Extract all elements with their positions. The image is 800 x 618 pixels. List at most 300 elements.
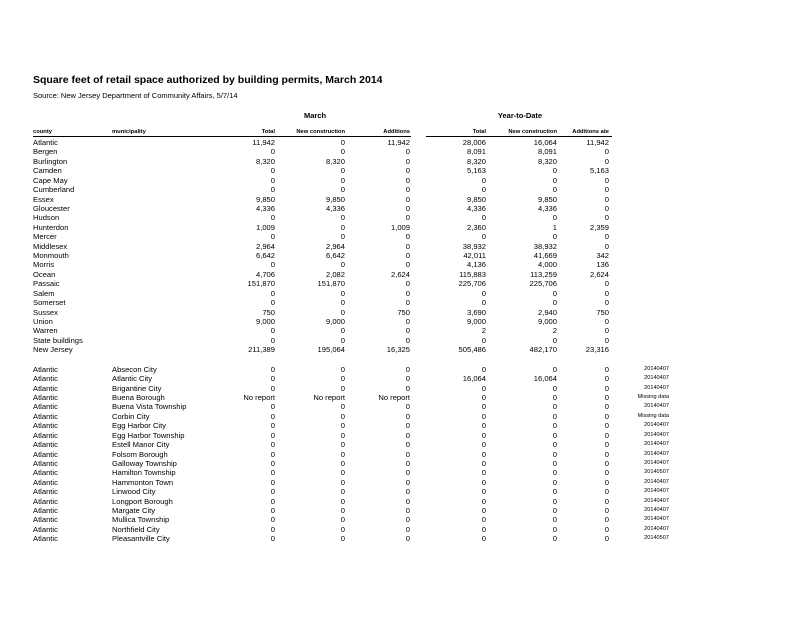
ytd-total-cell: 0 xyxy=(481,298,486,308)
county-row xyxy=(0,176,800,185)
march-additions-cell: 0 xyxy=(405,383,410,393)
ytd-new-cell: 0 xyxy=(552,496,557,506)
report-source: Source: New Jersey Department of Community Affairs, 5/7/14 xyxy=(33,91,238,100)
ytd-new-cell: 0 xyxy=(552,166,557,176)
ytd-additions-cell: 750 xyxy=(596,307,609,317)
march-new-cell: 0 xyxy=(340,487,345,497)
county-cell: Atlantic xyxy=(33,496,58,506)
ytd-total-cell: 115,883 xyxy=(459,269,486,279)
col-header-march-total: Total xyxy=(261,129,275,135)
report-date-cell: 20140407 xyxy=(644,516,669,523)
report-date-cell: Missing data xyxy=(637,393,669,400)
ytd-new-cell: 38,932 xyxy=(533,241,557,251)
ytd-new-cell: 16,064 xyxy=(533,374,557,384)
march-additions-cell: 0 xyxy=(405,477,410,487)
march-additions-cell: 0 xyxy=(405,213,410,223)
ytd-total-cell: 0 xyxy=(481,213,486,223)
ytd-total-cell: 0 xyxy=(481,175,486,185)
ytd-total-cell: 8,091 xyxy=(466,147,486,157)
march-additions-cell: 0 xyxy=(405,515,410,525)
municipality-row xyxy=(0,421,800,430)
county-row xyxy=(0,279,800,288)
county-cell: Cape May xyxy=(33,175,68,185)
march-new-cell: 9,000 xyxy=(325,317,345,327)
march-total-cell: 0 xyxy=(270,298,275,308)
ytd-new-cell: 16,064 xyxy=(533,138,557,147)
march-new-cell: 0 xyxy=(340,477,345,487)
report-date-cell: 20140407 xyxy=(644,507,669,514)
ytd-total-cell: 225,706 xyxy=(458,279,486,289)
ytd-additions-cell: 2,624 xyxy=(589,269,609,279)
county-row xyxy=(0,138,800,147)
march-total-cell: No report xyxy=(243,392,275,402)
ytd-total-cell: 0 xyxy=(481,383,486,393)
report-date-cell: 20140407 xyxy=(644,450,669,457)
ytd-total-cell: 28,006 xyxy=(462,138,486,147)
county-cell: Atlantic xyxy=(33,402,58,412)
municipality-row xyxy=(0,393,800,402)
county-cell: Gloucester xyxy=(33,203,70,213)
march-additions-cell: 0 xyxy=(405,185,410,195)
march-additions-cell: 0 xyxy=(405,326,410,336)
col-header-ytd-total: Total xyxy=(472,129,486,135)
ytd-new-cell: 482,170 xyxy=(529,345,557,355)
county-cell: Warren xyxy=(33,326,58,336)
march-additions-cell: 0 xyxy=(405,534,410,544)
ytd-new-cell: 0 xyxy=(552,506,557,516)
ytd-new-cell: 0 xyxy=(552,392,557,402)
county-row xyxy=(0,308,800,317)
table-spacer xyxy=(0,355,800,365)
march-total-cell: 0 xyxy=(270,421,275,431)
county-cell: Atlantic xyxy=(33,392,58,402)
header-rule-march xyxy=(33,136,411,137)
march-total-cell: 0 xyxy=(270,534,275,544)
ytd-additions-cell: 0 xyxy=(604,411,609,421)
header-rule-ytd xyxy=(426,136,612,137)
ytd-total-cell: 505,486 xyxy=(458,345,486,355)
march-new-cell: 9,850 xyxy=(325,194,345,204)
county-cell: Atlantic xyxy=(33,468,58,478)
march-new-cell: 0 xyxy=(340,166,345,176)
county-cell: Atlantic xyxy=(33,515,58,525)
march-additions-cell: 0 xyxy=(405,147,410,157)
ytd-total-cell: 8,320 xyxy=(466,156,486,166)
county-row xyxy=(0,157,800,166)
ytd-new-cell: 0 xyxy=(552,411,557,421)
ytd-total-cell: 0 xyxy=(481,232,486,242)
county-cell: Burlington xyxy=(33,156,68,166)
ytd-additions-cell: 0 xyxy=(604,213,609,223)
march-total-cell: 4,336 xyxy=(255,203,275,213)
ytd-total-cell: 0 xyxy=(481,534,486,544)
ytd-additions-cell: 0 xyxy=(604,449,609,459)
report-date-cell: 20140407 xyxy=(644,497,669,504)
ytd-additions-cell: 0 xyxy=(604,487,609,497)
municipality-row xyxy=(0,525,800,534)
march-new-cell: 0 xyxy=(340,298,345,308)
ytd-additions-cell: 0 xyxy=(604,147,609,157)
march-additions-cell: 0 xyxy=(405,241,410,251)
march-new-cell: 0 xyxy=(340,213,345,223)
municipality-row xyxy=(0,487,800,496)
col-header-ytd-new: New construction xyxy=(508,129,557,135)
section-header-march: March xyxy=(303,111,327,120)
county-row xyxy=(0,147,800,156)
ytd-total-cell: 0 xyxy=(481,288,486,298)
county-cell: Atlantic xyxy=(33,524,58,534)
ytd-new-cell: 0 xyxy=(552,402,557,412)
county-row xyxy=(0,185,800,194)
march-additions-cell: 0 xyxy=(405,335,410,345)
county-row xyxy=(0,213,800,222)
county-cell: Morris xyxy=(33,260,55,270)
ytd-total-cell: 9,000 xyxy=(466,317,486,327)
march-new-cell: 0 xyxy=(340,138,345,147)
municipality-row xyxy=(0,450,800,459)
march-new-cell: 0 xyxy=(340,468,345,478)
municipality-cell: Mullica Township xyxy=(112,515,170,525)
march-new-cell: 0 xyxy=(340,411,345,421)
ytd-total-cell: 0 xyxy=(481,440,486,450)
municipality-row xyxy=(0,534,800,543)
march-total-cell: 0 xyxy=(270,402,275,412)
march-additions-cell: 0 xyxy=(405,402,410,412)
county-cell: Passaic xyxy=(33,279,60,289)
march-additions-cell: 750 xyxy=(397,307,410,317)
march-new-cell: 0 xyxy=(340,307,345,317)
ytd-new-cell: 0 xyxy=(552,421,557,431)
ytd-additions-cell: 0 xyxy=(604,175,609,185)
march-additions-cell: 0 xyxy=(405,449,410,459)
ytd-new-cell: 0 xyxy=(552,458,557,468)
report-date-cell: 20140407 xyxy=(644,488,669,495)
march-new-cell: 8,320 xyxy=(325,156,345,166)
municipality-row xyxy=(0,384,800,393)
march-new-cell: 195,064 xyxy=(317,345,345,355)
march-total-cell: 0 xyxy=(270,374,275,384)
march-new-cell: 0 xyxy=(340,534,345,544)
ytd-additions-cell: 0 xyxy=(604,402,609,412)
march-additions-cell: 0 xyxy=(405,251,410,261)
municipality-cell: Hammonton Town xyxy=(112,477,174,487)
march-additions-cell: 0 xyxy=(405,524,410,534)
ytd-new-cell: 4,336 xyxy=(537,203,557,213)
permit-table xyxy=(0,138,800,544)
county-cell: Camden xyxy=(33,166,62,176)
county-row xyxy=(0,270,800,279)
ytd-total-cell: 0 xyxy=(481,392,486,402)
march-new-cell: 0 xyxy=(340,147,345,157)
county-cell: Union xyxy=(33,317,53,327)
ytd-additions-cell: 11,942 xyxy=(586,138,609,147)
municipality-cell: Pleasantville City xyxy=(112,534,170,544)
march-new-cell: 0 xyxy=(340,335,345,345)
county-cell: Bergen xyxy=(33,147,58,157)
col-header-ytd-additions: Additions ate xyxy=(572,129,609,135)
ytd-total-cell: 2 xyxy=(481,326,486,336)
report-date-cell: 20140507 xyxy=(644,469,669,476)
march-total-cell: 2,964 xyxy=(255,241,275,251)
march-additions-cell: 0 xyxy=(405,364,410,374)
march-additions-cell: 1,009 xyxy=(390,222,410,232)
county-cell: Atlantic xyxy=(33,534,58,544)
ytd-additions-cell: 0 xyxy=(604,317,609,327)
march-additions-cell: 16,325 xyxy=(386,345,410,355)
municipality-row xyxy=(0,365,800,374)
ytd-new-cell: 0 xyxy=(552,534,557,544)
march-additions-cell: 0 xyxy=(405,232,410,242)
march-new-cell: 0 xyxy=(340,430,345,440)
col-header-county: county xyxy=(33,129,53,135)
march-new-cell: 0 xyxy=(340,506,345,516)
march-new-cell: 0 xyxy=(340,496,345,506)
municipality-row xyxy=(0,497,800,506)
county-row xyxy=(0,326,800,335)
county-cell: Atlantic xyxy=(33,383,58,393)
ytd-additions-cell: 0 xyxy=(604,458,609,468)
ytd-new-cell: 9,850 xyxy=(537,194,557,204)
ytd-total-cell: 0 xyxy=(481,506,486,516)
march-new-cell: 6,642 xyxy=(325,251,345,261)
county-cell: Atlantic xyxy=(33,458,58,468)
municipality-row xyxy=(0,478,800,487)
county-cell: State buildings xyxy=(33,335,83,345)
ytd-new-cell: 0 xyxy=(552,468,557,478)
county-cell: New Jersey xyxy=(33,345,73,355)
ytd-total-cell: 0 xyxy=(481,524,486,534)
county-cell: Somerset xyxy=(33,298,66,308)
ytd-total-cell: 16,064 xyxy=(462,374,486,384)
municipality-cell: Northfield City xyxy=(112,524,160,534)
ytd-additions-cell: 0 xyxy=(604,326,609,336)
march-additions-cell: 0 xyxy=(405,411,410,421)
ytd-total-cell: 0 xyxy=(481,402,486,412)
municipality-cell: Buena Borough xyxy=(112,392,165,402)
ytd-additions-cell: 0 xyxy=(604,203,609,213)
march-additions-cell: 0 xyxy=(405,175,410,185)
ytd-new-cell: 2 xyxy=(552,326,557,336)
march-total-cell: 1,009 xyxy=(255,222,275,232)
ytd-total-cell: 0 xyxy=(481,477,486,487)
march-additions-cell: 0 xyxy=(405,421,410,431)
ytd-new-cell: 0 xyxy=(552,449,557,459)
county-row xyxy=(0,260,800,269)
march-additions-cell: 0 xyxy=(405,496,410,506)
march-new-cell: 0 xyxy=(340,326,345,336)
report-date-cell: 20140407 xyxy=(644,403,669,410)
municipality-row xyxy=(0,431,800,440)
ytd-new-cell: 0 xyxy=(552,232,557,242)
march-new-cell: No report xyxy=(313,392,345,402)
march-additions-cell: 0 xyxy=(405,468,410,478)
march-total-cell: 0 xyxy=(270,166,275,176)
march-additions-cell: 2,624 xyxy=(390,269,410,279)
ytd-additions-cell: 0 xyxy=(604,364,609,374)
ytd-additions-cell: 0 xyxy=(604,288,609,298)
march-new-cell: 0 xyxy=(340,185,345,195)
ytd-additions-cell: 0 xyxy=(604,534,609,544)
march-total-cell: 8,320 xyxy=(255,156,275,166)
ytd-new-cell: 0 xyxy=(552,335,557,345)
march-additions-cell: 0 xyxy=(405,156,410,166)
march-new-cell: 0 xyxy=(340,515,345,525)
ytd-additions-cell: 2,359 xyxy=(589,222,609,232)
report-date-cell: 20140407 xyxy=(644,365,669,372)
march-total-cell: 0 xyxy=(270,496,275,506)
municipality-row xyxy=(0,374,800,383)
report-date-cell: Missing data xyxy=(637,412,669,419)
municipality-cell: Corbin City xyxy=(112,411,150,421)
march-total-cell: 0 xyxy=(270,383,275,393)
march-additions-cell: No report xyxy=(378,392,410,402)
march-additions-cell: 0 xyxy=(405,374,410,384)
county-row xyxy=(0,336,800,345)
ytd-additions-cell: 0 xyxy=(604,279,609,289)
report-date-cell: 20140407 xyxy=(644,525,669,532)
report-date-cell: 20140407 xyxy=(644,441,669,448)
county-cell: Atlantic xyxy=(33,487,58,497)
march-new-cell: 4,336 xyxy=(325,203,345,213)
municipality-row xyxy=(0,506,800,515)
county-cell: Essex xyxy=(33,194,54,204)
county-cell: Mercer xyxy=(33,232,57,242)
municipality-cell: Egg Harbor City xyxy=(112,421,167,431)
ytd-additions-cell: 0 xyxy=(604,194,609,204)
march-additions-cell: 0 xyxy=(405,317,410,327)
march-total-cell: 151,870 xyxy=(247,279,275,289)
march-total-cell: 9,850 xyxy=(255,194,275,204)
report-date-cell: 20140407 xyxy=(644,431,669,438)
municipality-cell: Buena Vista Township xyxy=(112,402,187,412)
march-additions-cell: 0 xyxy=(405,260,410,270)
ytd-total-cell: 0 xyxy=(481,185,486,195)
county-cell: Hunterdon xyxy=(33,222,69,232)
march-additions-cell: 0 xyxy=(405,487,410,497)
county-cell: Monmouth xyxy=(33,251,69,261)
march-new-cell: 0 xyxy=(340,232,345,242)
col-header-municipality: municipality xyxy=(112,129,146,135)
march-additions-cell: 0 xyxy=(405,288,410,298)
ytd-new-cell: 41,669 xyxy=(533,251,557,261)
ytd-total-cell: 0 xyxy=(481,487,486,497)
march-additions-cell: 0 xyxy=(405,458,410,468)
ytd-additions-cell: 0 xyxy=(604,156,609,166)
march-total-cell: 6,642 xyxy=(255,251,275,261)
county-cell: Middlesex xyxy=(33,241,68,251)
march-total-cell: 0 xyxy=(270,147,275,157)
municipality-row xyxy=(0,402,800,411)
march-total-cell: 11,942 xyxy=(252,138,275,147)
ytd-additions-cell: 5,163 xyxy=(589,166,609,176)
county-row xyxy=(0,289,800,298)
ytd-new-cell: 113,259 xyxy=(530,269,557,279)
ytd-additions-cell: 0 xyxy=(604,185,609,195)
march-total-cell: 211,389 xyxy=(248,345,275,355)
march-total-cell: 0 xyxy=(270,335,275,345)
ytd-new-cell: 0 xyxy=(552,440,557,450)
county-row xyxy=(0,345,800,354)
march-additions-cell: 0 xyxy=(405,194,410,204)
county-cell: Sussex xyxy=(33,307,58,317)
county-row xyxy=(0,317,800,326)
march-total-cell: 750 xyxy=(262,307,275,317)
march-total-cell: 0 xyxy=(270,458,275,468)
report-date-cell: 20140407 xyxy=(644,384,669,391)
march-total-cell: 0 xyxy=(270,411,275,421)
ytd-new-cell: 0 xyxy=(552,477,557,487)
municipality-row xyxy=(0,459,800,468)
ytd-new-cell: 8,091 xyxy=(537,147,557,157)
march-new-cell: 2,082 xyxy=(325,269,345,279)
ytd-new-cell: 2,940 xyxy=(537,307,557,317)
county-cell: Atlantic xyxy=(33,506,58,516)
ytd-total-cell: 0 xyxy=(481,335,486,345)
county-cell: Atlantic xyxy=(33,430,58,440)
march-total-cell: 0 xyxy=(270,524,275,534)
county-cell: Cumberland xyxy=(33,185,75,195)
march-new-cell: 0 xyxy=(340,421,345,431)
county-row xyxy=(0,298,800,307)
ytd-total-cell: 4,136 xyxy=(466,260,486,270)
ytd-additions-cell: 342 xyxy=(596,251,609,261)
march-total-cell: 0 xyxy=(270,326,275,336)
ytd-total-cell: 0 xyxy=(481,411,486,421)
county-cell: Atlantic xyxy=(33,421,58,431)
march-total-cell: 0 xyxy=(270,288,275,298)
report-date-cell: 20140407 xyxy=(644,459,669,466)
ytd-new-cell: 0 xyxy=(552,288,557,298)
ytd-additions-cell: 0 xyxy=(604,524,609,534)
ytd-new-cell: 0 xyxy=(552,298,557,308)
county-cell: Atlantic xyxy=(33,138,58,147)
ytd-total-cell: 2,360 xyxy=(466,222,486,232)
march-new-cell: 0 xyxy=(340,222,345,232)
ytd-additions-cell: 0 xyxy=(604,232,609,242)
municipality-cell: Brigantine City xyxy=(112,383,162,393)
march-new-cell: 0 xyxy=(340,449,345,459)
march-new-cell: 0 xyxy=(340,458,345,468)
municipality-cell: Hamilton Township xyxy=(112,468,176,478)
march-additions-cell: 0 xyxy=(405,279,410,289)
county-row xyxy=(0,204,800,213)
county-cell: Hudson xyxy=(33,213,60,223)
ytd-additions-cell: 0 xyxy=(604,241,609,251)
municipality-cell: Absecon City xyxy=(112,364,157,374)
march-new-cell: 0 xyxy=(340,364,345,374)
county-row xyxy=(0,195,800,204)
march-total-cell: 0 xyxy=(270,364,275,374)
march-new-cell: 0 xyxy=(340,288,345,298)
march-total-cell: 0 xyxy=(270,449,275,459)
march-new-cell: 0 xyxy=(340,440,345,450)
ytd-total-cell: 0 xyxy=(481,449,486,459)
march-new-cell: 0 xyxy=(340,402,345,412)
ytd-additions-cell: 23,316 xyxy=(585,345,609,355)
ytd-additions-cell: 0 xyxy=(604,298,609,308)
ytd-new-cell: 8,320 xyxy=(537,156,557,166)
ytd-new-cell: 0 xyxy=(552,175,557,185)
ytd-additions-cell: 0 xyxy=(604,374,609,384)
ytd-additions-cell: 0 xyxy=(604,515,609,525)
ytd-new-cell: 1 xyxy=(552,222,557,232)
ytd-additions-cell: 0 xyxy=(604,392,609,402)
ytd-new-cell: 4,000 xyxy=(537,260,557,270)
march-additions-cell: 0 xyxy=(405,506,410,516)
ytd-new-cell: 0 xyxy=(552,430,557,440)
march-total-cell: 0 xyxy=(270,260,275,270)
ytd-additions-cell: 0 xyxy=(604,506,609,516)
